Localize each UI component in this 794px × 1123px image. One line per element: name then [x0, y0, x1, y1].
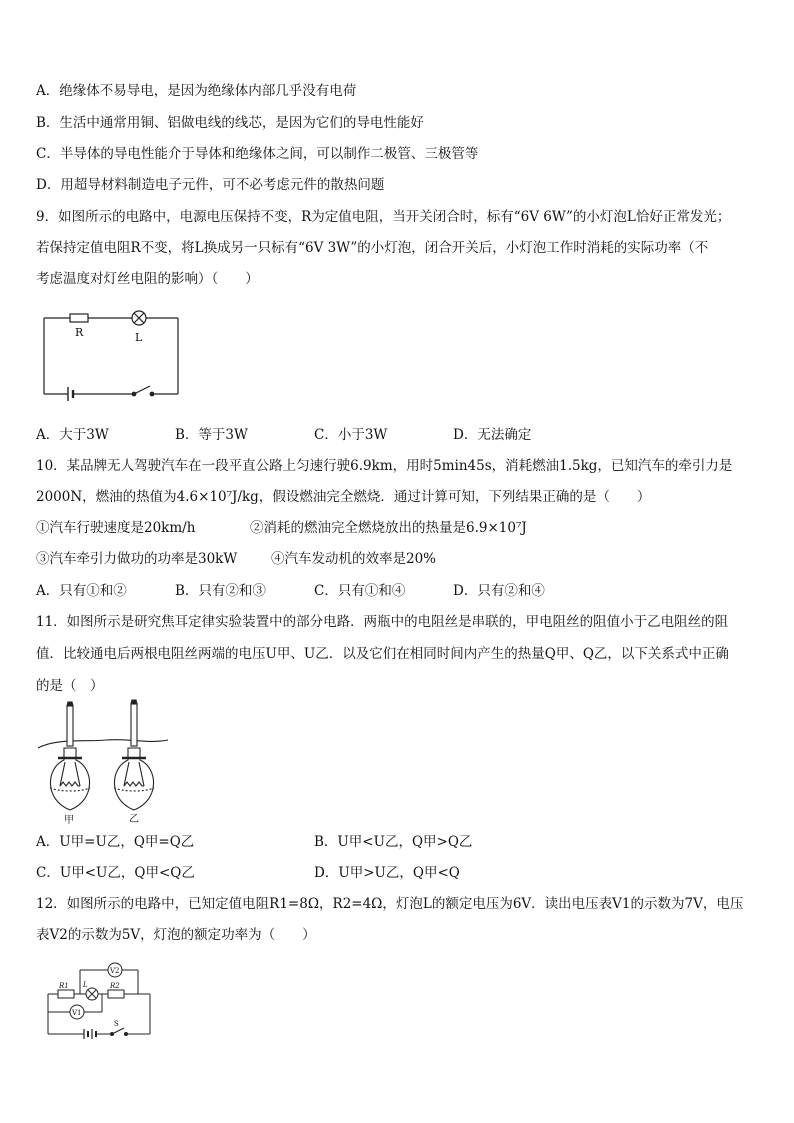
q12-circuit-diagram [44, 960, 156, 1042]
resistor-r1 [58, 990, 74, 998]
q10-statement-1: ①汽车行驶速度是20km/h [36, 520, 196, 536]
q9-option-b: B．等于3W [175, 427, 248, 443]
flask-jia-label: 甲 [64, 815, 74, 826]
lamp-label: L [83, 981, 88, 989]
flask-yi-label: 乙 [129, 814, 139, 825]
q10-option-c: C．只有①和④ [314, 583, 406, 599]
q9-option-a: A．大于3W [36, 427, 109, 443]
lamp-label: L [135, 331, 143, 344]
q8-option-c: C．半导体的导电性能介于导体和绝缘体之间，可以制作二极管、三极管等 [36, 146, 479, 162]
v2-label: V2 [110, 967, 120, 975]
q8-option-d: D．用超导材料制造电子元件，可不必考虑元件的散热问题 [36, 177, 385, 193]
r1-label: R1 [59, 982, 69, 990]
q10-statement-2: ②消耗的燃油完全燃烧放出的热量是6.9×10⁷J [250, 520, 527, 536]
switch-label: S [114, 1020, 119, 1028]
resistor-r2 [108, 990, 124, 998]
q9-stem-line-1: 9．如图所示的电路中，电源电压保持不变，R为定值电阻，当开关闭合时，标有“6V 6W”的小灯泡L恰好正常发光； [36, 209, 731, 225]
switch [134, 386, 150, 394]
q10-option-d: D．只有②和④ [453, 583, 545, 599]
q10-option-b: B．只有②和③ [175, 583, 266, 599]
q11-option-a: A．U甲=U乙，Q甲=Q乙 [36, 834, 195, 850]
q10-stem-line-1: 10．某品牌无人驾驶汽车在一段平直公路上匀速行驶6.9km，用时5min45s，消耗燃油1.5kg，已知汽车的牵引力是 [36, 458, 733, 474]
q11-stem-line-2: 值．比较通电后两根电阻丝两端的电压U甲、U乙．以及它们在相同时间内产生的热量Q甲、Q乙，以下关系式中正确 [36, 646, 729, 662]
q10-statement-3: ③汽车牵引力做功的功率是30kW [36, 551, 238, 567]
q10-option-a: A．只有①和② [36, 583, 127, 599]
q11-stem-line-1: 11．如图所示是研究焦耳定律实验装置中的部分电路．两瓶中的电阻丝是串联的，甲电阻丝的阻值小于乙电阻丝的阻 [36, 614, 729, 630]
r2-label: R2 [110, 982, 120, 990]
q12-stem-line-1: 12．如图所示的电路中，已知定值电阻R1=8Ω，R2=4Ω，灯泡L的额定电压为6V．读出电压表V1的示数为7V，电压 [36, 896, 744, 912]
q11-stem-line-3: 的是（ ） [36, 678, 104, 694]
resistor-label: R [75, 326, 84, 339]
q9-circuit-diagram [38, 308, 188, 408]
q9-stem-line-2: 若保持定值电阻R不变，将L换成另一只标有“6V 3W”的小灯泡，闭合开关后，小灯泡工作时消耗的实际功率（不 [36, 240, 709, 256]
q9-option-c: C．小于3W [314, 427, 388, 443]
q8-option-a: A．绝缘体不易导电，是因为绝缘体内部几乎没有电荷 [36, 83, 357, 99]
q11-joule-flasks-diagram [36, 700, 171, 825]
resistor-r [70, 314, 88, 322]
q8-option-b: B．生活中通常用铜、铝做电线的线芯，是因为它们的导电性能好 [36, 115, 424, 131]
q11-option-c: C．U甲<U乙，Q甲<Q乙 [36, 865, 195, 881]
v1-label: V1 [72, 1009, 82, 1017]
switch-s [112, 1028, 124, 1034]
q10-stem-line-2: 2000N，燃油的热值为4.6×10⁷J/kg，假设燃油完全燃烧．通过计算可知，下列结果正确的是（ ） [36, 489, 651, 505]
q11-option-b: B．U甲<U乙，Q甲>Q乙 [314, 834, 473, 850]
q11-option-d: D．U甲>U乙，Q甲<Q [314, 865, 460, 881]
q12-stem-line-2: 表V2的示数为5V，灯泡的额定功率为（ ） [36, 927, 316, 943]
q10-statement-4: ④汽车发动机的效率是20% [271, 551, 437, 567]
q9-option-d: D．无法确定 [453, 427, 532, 443]
q9-stem-line-3: 考虑温度对灯丝电阻的影响）（ ） [36, 271, 259, 287]
